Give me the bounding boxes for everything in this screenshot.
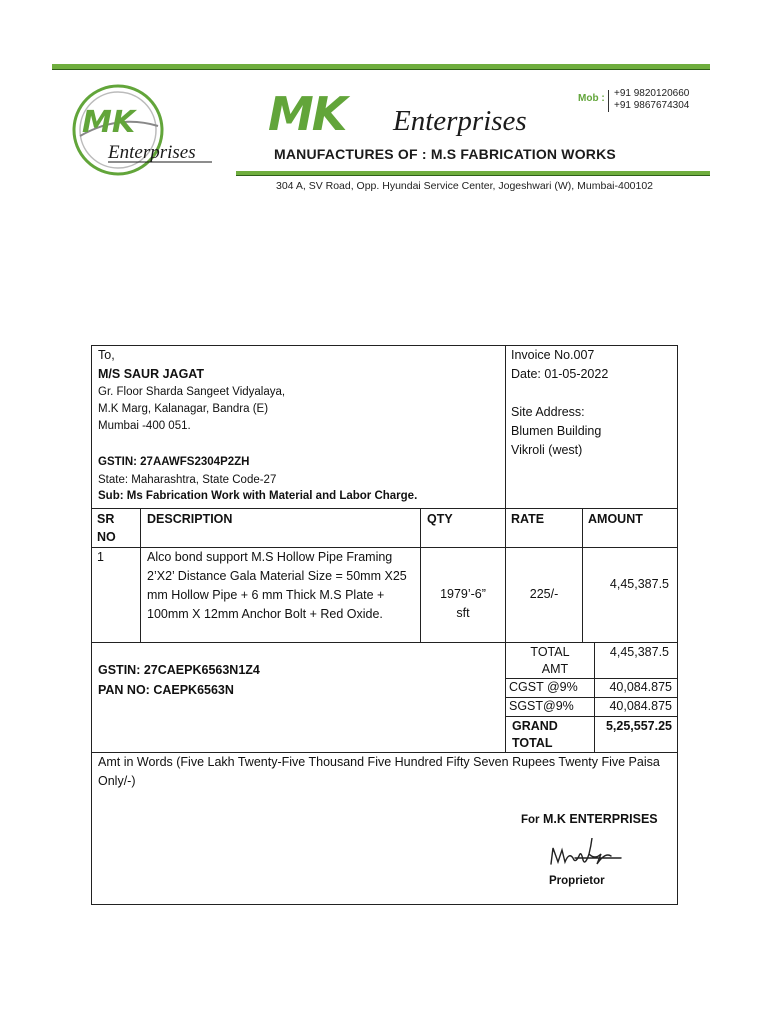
letterhead-top-rule — [52, 64, 710, 70]
grid-line — [91, 508, 678, 509]
mobile-label: Mob : — [578, 93, 605, 104]
site-address-line-2: Vikroli (west) — [511, 443, 583, 457]
brand-mk: MK — [268, 87, 346, 141]
header-no: NO — [97, 530, 116, 544]
invoice-subject: Sub: Ms Fabrication Work with Material and Labor Charge. — [98, 490, 418, 502]
letterhead-bottom-rule — [236, 171, 710, 176]
brand-name — [268, 88, 568, 142]
header-rate: RATE — [511, 512, 545, 526]
sgst-label: SGST@9% — [509, 699, 574, 713]
customer-address-line-1: Gr. Floor Sharda Sangeet Vidyalaya, — [98, 386, 286, 398]
grand-total-label-1: GRAND — [512, 719, 558, 733]
row-sr: 1 — [97, 550, 104, 564]
signoff-company: M.K ENTERPRISES — [543, 812, 658, 826]
site-address-label: Site Address: — [511, 405, 585, 419]
total-amount: 4,45,387.5 — [609, 645, 669, 659]
mobile-numbers — [578, 90, 718, 114]
row-qty: 1979’-6” — [440, 587, 486, 601]
mobile-divider — [608, 90, 609, 112]
header-sr: SR — [97, 512, 115, 526]
customer-address-line-3: Mumbai -400 051. — [98, 420, 191, 432]
grid-line — [140, 508, 141, 642]
invoice-number: Invoice No.007 — [511, 348, 595, 362]
seller-gstin: GSTIN: 27CAEPK6563N1Z4 — [98, 663, 260, 677]
cgst-amount: 40,084.875 — [609, 680, 672, 694]
company-logo — [66, 74, 216, 184]
brand-enterprises: Enterprises — [393, 105, 527, 137]
signature — [545, 838, 625, 872]
total-label-1: TOTAL — [530, 645, 570, 659]
grand-total-amount: 5,25,557.25 — [605, 719, 672, 733]
total-label-2: AMT — [541, 662, 569, 676]
invoice-date: Date: 01-05-2022 — [511, 367, 609, 381]
header-description: DESCRIPTION — [147, 512, 233, 526]
sgst-amount: 40,084.875 — [609, 699, 672, 713]
company-address: 304 A, SV Road, Opp. Hyundai Service Center, Jogeshwari (W), Mumbai-400102 — [276, 180, 654, 192]
letterhead — [0, 0, 768, 200]
signoff-for: For — [521, 814, 540, 826]
row-qty-unit: sft — [456, 606, 470, 620]
header-qty: QTY — [427, 512, 453, 526]
mobile-number-1: +91 9820120660 — [614, 88, 690, 99]
amount-in-words: Amt in Words (Five Lakh Twenty-Five Thousand Five Hundred Fifty Seven Rupees Twenty Five Paisa Only/-) — [98, 755, 660, 788]
logo-letters: MK — [82, 105, 136, 140]
customer-state: State: Maharashtra, State Code-27 — [98, 474, 277, 486]
header-amount: AMOUNT — [588, 512, 643, 526]
manufactures-line: MANUFACTURES OF : M.S FABRICATION WORKS — [274, 146, 616, 162]
to-label: To, — [98, 348, 115, 362]
customer-gstin: GSTIN: 27AAWFS2304P2ZH — [98, 456, 250, 468]
row-amount: 4,45,387.5 — [609, 577, 669, 591]
seller-pan: PAN NO: CAEPK6563N — [98, 683, 234, 697]
proprietor-label: Proprietor — [549, 875, 605, 887]
site-address-line-1: Blumen Building — [511, 424, 602, 438]
row-description: Alco bond support M.S Hollow Pipe Framing 2’X2’ Distance Gala Material Size = 50mm X25 mm Hollow Pipe + 6 mm Thick M.S Plate + 100mm X 12mm Anchor Bolt + Red Oxide. — [147, 550, 407, 621]
customer-name: M/S SAUR JAGAT — [98, 367, 205, 381]
customer-address-line-2: M.K Marg, Kalanagar, Bandra (E) — [98, 403, 269, 415]
row-rate: 225/- — [529, 587, 559, 601]
cgst-label: CGST @9% — [509, 680, 578, 694]
mobile-number-2: +91 9867674304 — [614, 100, 690, 111]
logo-word: Enterprises — [108, 142, 196, 163]
signoff-line — [521, 810, 658, 830]
grand-total-label-2: TOTAL — [512, 736, 553, 750]
